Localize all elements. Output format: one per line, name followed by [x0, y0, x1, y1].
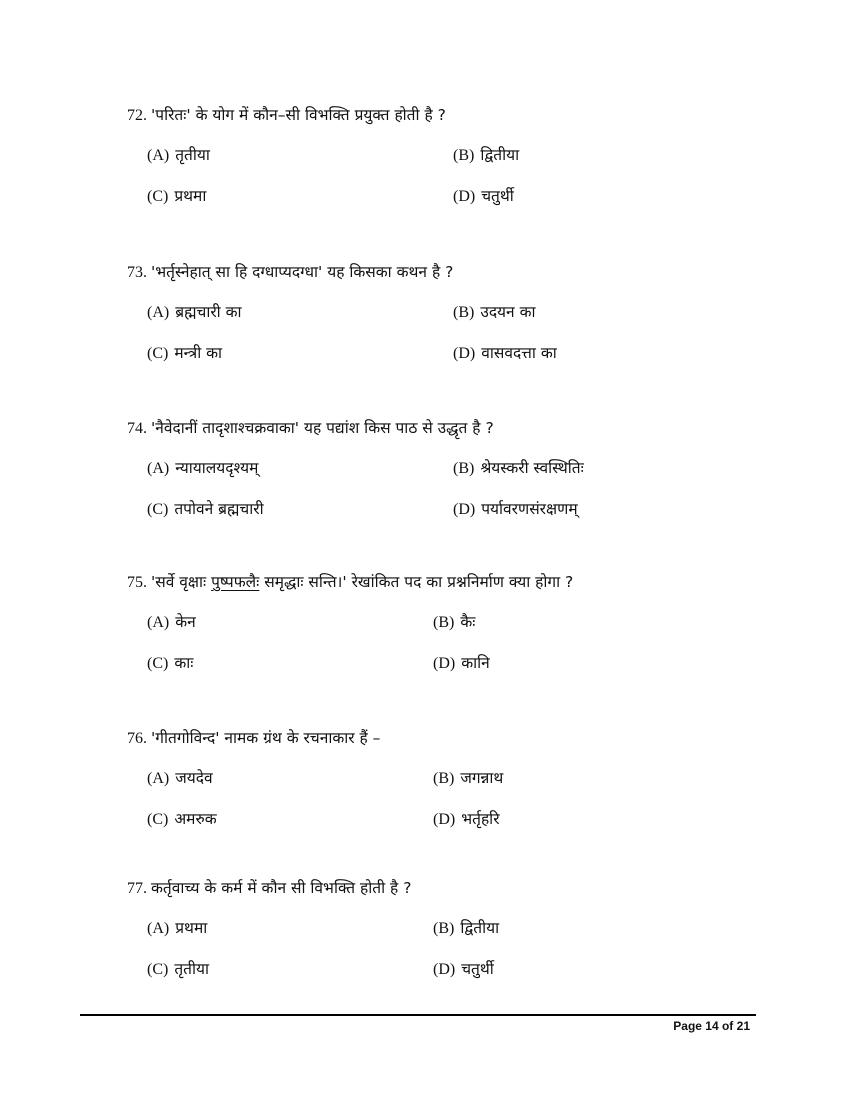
option-text: प्रथमा [175, 919, 208, 937]
option-label: (C) [147, 811, 169, 828]
option-label: (A) [147, 460, 170, 477]
option-text: कैः [460, 613, 476, 631]
option-label: (C) [147, 655, 169, 672]
option-label: (B) [453, 460, 475, 477]
option-d [433, 957, 494, 979]
option-label: (A) [147, 920, 170, 937]
option-label: (D) [433, 961, 456, 978]
question-number: 72. [127, 107, 147, 124]
option-c [147, 497, 264, 519]
option-b [433, 766, 503, 788]
question-77 [127, 876, 411, 898]
question-text-part: 'सर्वे वृक्षाः [151, 573, 212, 591]
question-75 [127, 570, 573, 592]
question-text: 'गीतगोविन्द' नामक ग्रंथ के रचनाकार हैं – [151, 729, 381, 747]
option-c [147, 651, 193, 673]
option-a [147, 456, 258, 478]
option-label: (D) [453, 188, 476, 205]
question-76 [127, 726, 380, 748]
option-b [453, 300, 536, 322]
option-c [147, 957, 209, 979]
option-label: (C) [147, 961, 169, 978]
option-label: (B) [453, 147, 475, 164]
question-number: 76. [127, 730, 147, 747]
option-label: (B) [453, 304, 475, 321]
option-d [433, 807, 500, 829]
question-73 [127, 260, 453, 282]
option-label: (D) [453, 345, 476, 362]
option-text: जयदेव [175, 769, 213, 787]
option-text: प्रथमा [174, 187, 207, 205]
option-a [147, 766, 213, 788]
option-label: (A) [147, 304, 170, 321]
question-74 [127, 416, 494, 438]
option-d [453, 341, 557, 363]
option-label: (D) [433, 811, 456, 828]
option-text: चतुर्थी [481, 187, 514, 205]
option-text: मन्त्री का [174, 344, 223, 362]
option-text: श्रेयस्करी स्वस्थितिः [480, 459, 584, 477]
question-number: 74. [127, 420, 147, 437]
option-text: द्वितीया [480, 146, 520, 164]
question-text: 'भर्तृस्नेहात् सा हि दग्धाप्यदग्धा' यह किसका कथन है ? [151, 263, 454, 281]
option-label: (B) [433, 920, 455, 937]
option-label: (D) [453, 501, 476, 518]
option-text: तपोवने ब्रह्मचारी [174, 500, 264, 518]
question-text: 'परितः' के योग में कौन–सी विभक्ति प्रयुक्त होती है ? [151, 106, 446, 124]
underlined-word: पुष्पफलैः [211, 573, 260, 591]
option-b [433, 610, 475, 632]
option-text: चतुर्थी [461, 960, 494, 978]
option-label: (C) [147, 501, 169, 518]
question-number: 73. [127, 264, 147, 281]
option-text: तृतीया [174, 960, 210, 978]
option-text: पर्यावरणसंरक्षणम् [481, 500, 578, 518]
option-a [147, 916, 207, 938]
option-a [147, 143, 210, 165]
question-text: 'नैवेदानीं तादृशाश्चक्रवाका' यह पद्यांश किस पाठ से उद्धृत है ? [151, 419, 494, 437]
option-text: भर्तृहरि [461, 810, 500, 828]
question-72 [127, 103, 446, 125]
option-label: (A) [147, 614, 170, 631]
option-d [453, 497, 578, 519]
option-label: (D) [433, 655, 456, 672]
option-text: द्वितीया [460, 919, 500, 937]
option-text: केन [175, 613, 196, 631]
question-text: कर्तृवाच्य के कर्म में कौन सी विभक्ति होती है ? [151, 879, 412, 897]
option-a [147, 300, 242, 322]
option-c [147, 184, 206, 206]
option-c [147, 341, 222, 363]
option-text: ब्रह्मचारी का [175, 303, 242, 321]
option-b [433, 916, 499, 938]
option-text: कानि [461, 654, 490, 672]
footer-divider [80, 1014, 756, 1016]
option-d [453, 184, 514, 206]
question-number: 75. [127, 574, 147, 591]
option-a [147, 610, 196, 632]
option-text: अमरुक [174, 810, 217, 828]
option-text: तृतीया [175, 146, 210, 164]
option-label: (B) [433, 614, 455, 631]
option-c [147, 807, 217, 829]
question-number: 77. [127, 880, 147, 897]
option-text: न्यायालयदृश्यम् [175, 459, 259, 477]
option-text: काः [174, 654, 194, 672]
option-label: (B) [433, 770, 455, 787]
option-label: (C) [147, 345, 169, 362]
option-b [453, 456, 584, 478]
option-label: (C) [147, 188, 169, 205]
question-text-part: समृद्धाः सन्ति।' रेखांकित पद का प्रश्ननिर्माण क्या होगा ? [259, 573, 574, 591]
option-label: (A) [147, 147, 170, 164]
option-text: उदयन का [480, 303, 536, 321]
option-label: (A) [147, 770, 170, 787]
page-number: Page 14 of 21 [673, 1019, 750, 1033]
option-text: जगन्नाथ [460, 769, 504, 787]
option-d [433, 651, 490, 673]
option-text: वासवदत्ता का [481, 344, 557, 362]
option-b [453, 143, 519, 165]
